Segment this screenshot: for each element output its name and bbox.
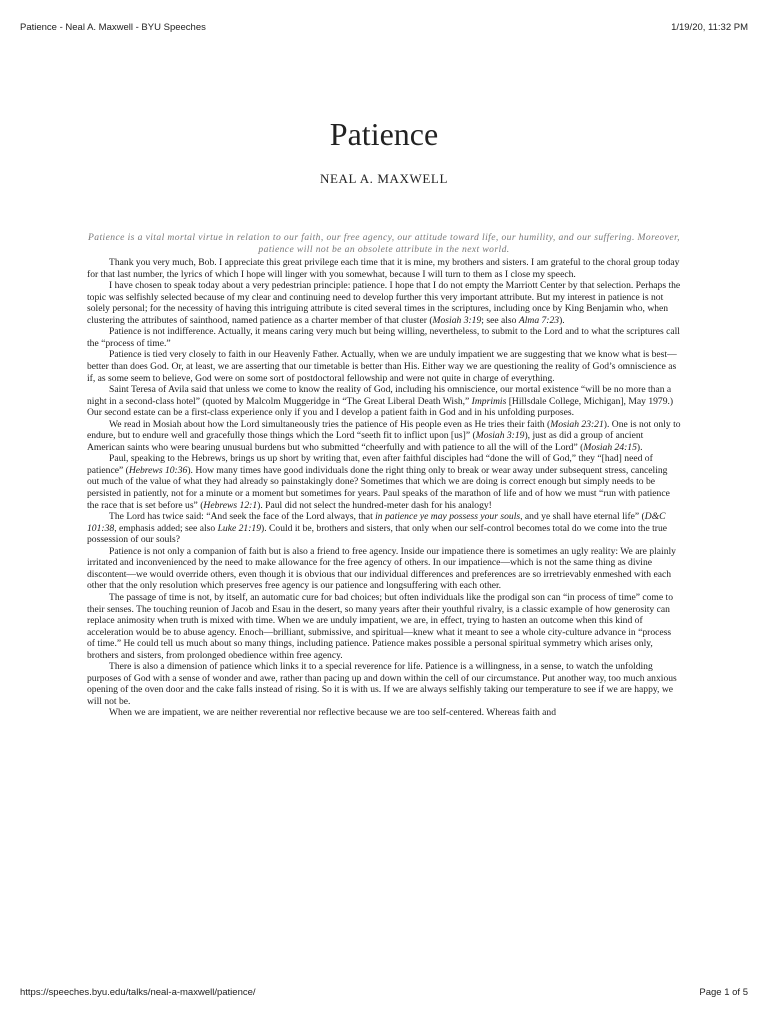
paragraph-text: ). One is not only to endure, but to endure well and gracefully those things which the Lord “seeth fit to inflict upon [us]” ( [87,418,681,442]
article-body [87,232,681,719]
article-paragraph [87,349,681,384]
scripture-citation: Hebrews 10:36 [128,464,188,476]
scripture-citation: Mosiah 24:15 [583,441,637,453]
article-intro: Patience is a vital mortal virtue in relation to our faith, our free agency, our attitude toward life, our humility, and our suffering. Moreover, patience will not be an obsolete attribute in the next world. [88,232,680,255]
article-paragraphs [87,257,681,719]
article-paragraph [87,707,681,719]
scripture-citation: Hebrews 12:1 [203,499,258,511]
paragraph-text: Paul, speaking to the Hebrews, brings us up short by writing that, even after faithful disciples had “done the will of God,” they “[had] need of patience” ( [87,453,653,476]
paragraph-text: ). Could it be, brothers and sisters, that only when our self-control becomes total do we come into the true possession of our souls? [87,522,668,546]
paragraph-text: Saint Teresa of Avila said that unless we come to know the reality of God, including his omniscience, our mortal existence “will be no more than a night in a second-class hotel” (quoted by Malcolm Muggeridge in “The Great Liberal Death Wish,” [87,384,672,407]
paragraph-text: The Lord has twice said: “And seek the face of the Lord always, that [109,511,376,523]
scripture-citation: Luke 21:19 [217,522,261,534]
paragraph-text: Patience is not only a companion of faith but is also a friend to free agency. Inside our impatience there is sometimes an ugly reality: We are plainly irritated and inconvenienced by the need to make allowance for the free agency of others. In our impatience—which is not the same thing as divine discontent—we would override others, even though it is obvious that our individual differences and preferences are so irretrievably enmeshed with each other that the only resolution which preserves free agency is our patience and longsuffering with each other. [87,545,676,592]
paragraph-text: ; see also [481,314,519,326]
page-number: Page 1 of 5 [699,987,748,998]
paragraph-text: ). How many times have good individuals done the right thing only to break or wear away under subsequent stress, canceling out much of the value of what they had already so painstakingly done? Sometimes that which we are doing is correct enough but simply needs to be persisted in patiently, not for a minute or a moment but sometimes for years. Paul speaks of the marathon of life and of how we must “run with patience the race that is set before us” ( [87,464,670,511]
paragraph-text: Patience is not indifference. Actually, it means caring very much but being willing, nevertheless, to submit to the Lord and to what the scriptures call the “process of time.” [87,326,680,349]
article-paragraph [87,280,681,326]
paragraph-text: ). [559,314,565,326]
scripture-citation: Alma 7:23 [518,314,560,326]
article-paragraph [87,511,681,546]
article-paragraph [87,453,681,511]
article-paragraph [87,257,681,280]
paragraph-text: We read in Mosiah about how the Lord simultaneously tries the patience of His people even as He tries their faith ( [109,418,551,430]
paragraph-text: When we are impatient, we are neither reverential nor reflective because we are too self-centered. Whereas faith and [109,707,557,719]
scripture-citation: Mosiah 23:21 [550,418,604,430]
scripture-citation: Mosiah 3:19 [475,430,525,442]
scripture-citation: D&C 101:38 [87,511,666,534]
paragraph-text: , emphasis added; see also [114,522,218,534]
article-paragraph [87,546,681,592]
paragraph-text: I have chosen to speak today about a very pedestrian principle: patience. I hope that I do not empty the Marriott Center by that selection. Perhaps the topic was selfishly selected because of my clear and continuing need to develop further this very important attribute. But my interest in patience is not solely personal; for the necessity of having this intriguing attribute is cited several times in the scriptures, including once by King Benjamin who, when clustering the attributes of sainthood, named patience as a charter member of that cluster ( [87,280,681,326]
paragraph-text: Patience is tied very closely to faith in our Heavenly Father. Actually, when we are unduly impatient we are suggesting that we know what is best—better than does God. Or, at least, we are asserting that our timetable is better than His. Either way we are questioning the reality of God’s omniscience as if, as some seem to believe, God were on some sort of postdoctoral fellowship and were not quite in charge of everything. [87,349,677,384]
paragraph-text: The passage of time is not, by itself, an automatic cure for bad choices; but often individuals like the prodigal son can “in process of time” come to their senses. The touching reunion of Jacob and Esau in the desert, so many years after their youthful rivalry, is a classic example of how generosity can replace animosity when truth is mixed with time. When we are unduly impatient, we are, in effect, trying to hasten an outcome when this kind of acceleration would be to abuse agency. Enoch—brilliant, submissive, and spiritual—knew what it meant to see a whole city-culture advance in “process of time.” He could tell us much about so many things, including patience. Patience makes possible a personal spiritual symmetry which arises only, brothers and sisters, from prolonged obedience within free agency. [87,591,674,661]
scripture-citation: Mosiah 3:19 [432,314,482,326]
paragraph-text: ). Paul did not select the hundred-meter dash for his analogy! [257,499,492,511]
article-paragraph [87,384,681,419]
paragraph-text: [Hillsdale College, Michigan], May 1979.) Our second estate can be a first-class experience only if you and I develop a patient faith in God and in his unfolding purposes. [87,395,674,419]
paragraph-text: Thank you very much, Bob. I appreciate this great privilege each time that it is mine, my brothers and sisters. I am grateful to the choral group today for that last number, the lyrics of which I hope will linger with you somewhat, because I will turn to them as I close my speech. [87,257,680,280]
article-paragraph [87,419,681,454]
paragraph-text: ). [636,441,643,453]
paragraph-text: There is also a dimension of patience which links it to a special reverence for life. Patience is a willingness, in a sense, to watch the unfolding purposes of God with a sense of wonder and awe, rather than pacing up and down within the cell of our circumstance. Put another way, too much anxious opening of the oven door and the cake falls instead of rising. So it is with us. If we are always selfishly taking our temperature to see if we are happy, we will not be. [87,661,677,707]
page-title: Patience [329,116,439,152]
print-footer [20,987,748,998]
article-paragraph [87,592,681,661]
article-paragraph [87,661,681,707]
page-url: https://speeches.byu.edu/talks/neal-a-maxwell/patience/ [20,987,256,998]
print-page-title: Patience - Neal A. Maxwell - BYU Speeches [20,22,206,33]
print-header [20,22,748,33]
paragraph-text: ), just as did a group of ancient American saints who were bearing unusual burdens but who submitted “cheerfully and with patience to all the will of the Lord” ( [87,430,644,453]
scripture-citation: in patience ye may possess your souls [375,511,521,523]
scripture-citation: Imprimis [471,395,507,407]
article-paragraph [87,326,681,349]
paragraph-text: , and ye shall have eternal life” ( [520,511,645,523]
print-datetime: 1/19/20, 11:32 PM [671,22,748,33]
author-name: NEAL A. MAXWELL [319,171,449,186]
